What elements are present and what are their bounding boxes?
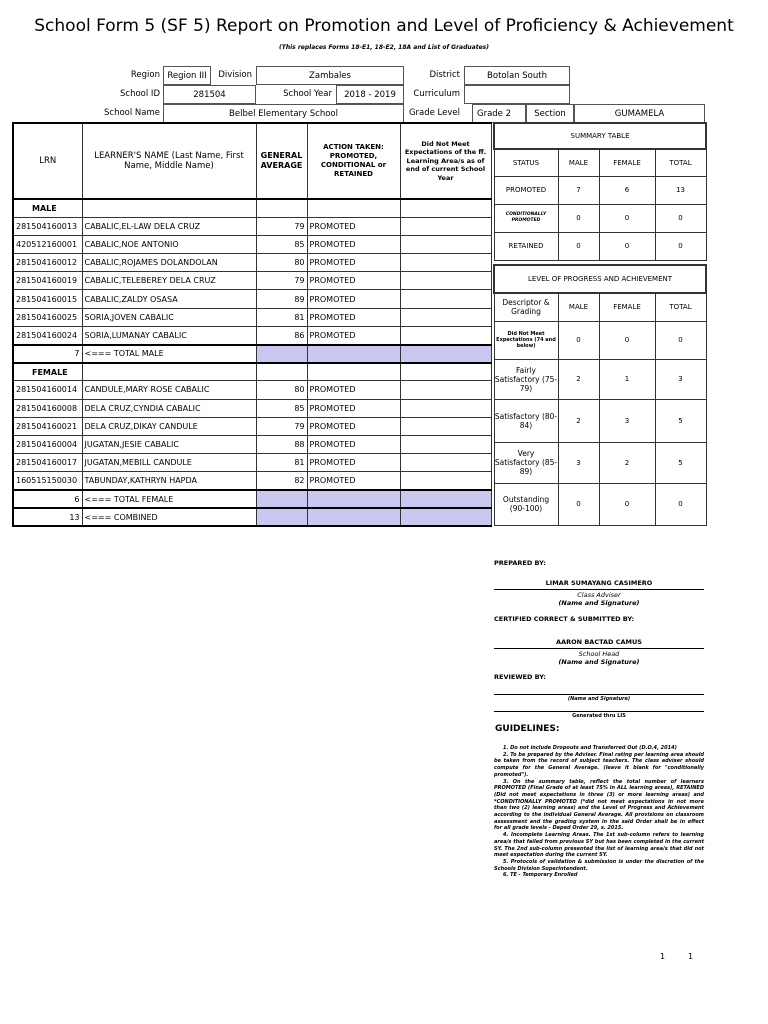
adviser-signature-line	[494, 589, 704, 590]
learner-action-taken: PROMOTED	[307, 217, 400, 235]
total-female-row-label: <=== TOTAL FEMALE	[82, 490, 256, 508]
prepared-by-label: PREPARED BY:	[494, 559, 546, 567]
level-total: 5	[655, 442, 706, 483]
col-did-not-meet-header: Did Not Meet Expectations of the ff. Learning Area/s as of end of current School Year	[400, 123, 491, 199]
learner-general-average: 89	[256, 290, 307, 308]
adviser-caption: (Name and Signature)	[558, 599, 640, 607]
learner-lrn: 281504160012	[13, 254, 82, 272]
level-female: 1	[599, 359, 655, 399]
learner-name: TABUNDAY,KATHRYN HAPDA	[82, 472, 256, 490]
summary-table	[493, 122, 707, 261]
learner-did-not-meet	[400, 308, 491, 326]
col-action-header: ACTION TAKEN: PROMOTED, CONDITIONAL or RETAINED	[307, 123, 400, 199]
district-label: District	[429, 70, 460, 80]
shaded-cell	[307, 508, 400, 526]
learner-name: CABALIC,ROJAMES DOLANDOLAN	[82, 254, 256, 272]
learner-name: SORIA,LUMANAY CABALIC	[82, 326, 256, 344]
shaded-cell	[256, 508, 307, 526]
shaded-cell	[400, 490, 491, 508]
learner-did-not-meet	[400, 399, 491, 417]
learner-row	[13, 326, 491, 344]
level-descriptor: Outstanding (90-100)	[494, 483, 558, 525]
region-label: Region	[130, 70, 160, 80]
guideline-item: 3. On the summary table, reflect the total number of learners PROMOTED (Final Grade of at least 75% in ALL learning areas), RETAINED (Did not meet expectations in three (3) or more learning areas) and *CONDITIONALLY PROMOTED (*did not meet expectations in not more than two (2) learning areas) and the Level of Progress and Achievement according to the individual General Average. All provisions on classroom assessment and the grading system in the said Order shall be in effect for all grade levels - Deped Order 29, s. 2015.	[494, 778, 704, 832]
learner-general-average: 86	[256, 326, 307, 344]
head-name: AARON BACTAD CAMUS	[556, 638, 642, 646]
learners-body	[13, 199, 491, 526]
guideline-item: 1. Do not include Dropouts and Transferred Out (D.O.4, 2014)	[503, 745, 677, 751]
learner-lrn: 281504160025	[13, 308, 82, 326]
summary-title: SUMMARY TABLE	[494, 123, 706, 149]
total-female-row	[13, 490, 491, 508]
level-female: 2	[599, 442, 655, 483]
learner-row	[13, 272, 491, 290]
guidelines-title: GUIDELINES:	[495, 724, 560, 734]
generated-line	[494, 711, 704, 712]
school-year-label: School Year	[283, 89, 332, 99]
form-subtitle: (This replaces Forms 18-E1, 18-E2, 18A and List of Graduates)	[279, 44, 489, 51]
learner-did-not-meet	[400, 326, 491, 344]
learner-name: CABALIC,NOE ANTONIO	[82, 235, 256, 253]
summary-male: 7	[558, 176, 599, 204]
total-female-row-count: 6	[13, 490, 82, 508]
learner-general-average: 85	[256, 235, 307, 253]
learner-row	[13, 454, 491, 472]
learner-lrn: 160515150030	[13, 472, 82, 490]
learner-row	[13, 290, 491, 308]
learner-did-not-meet	[400, 254, 491, 272]
level-male: 0	[558, 321, 599, 359]
level-descriptor: Did Not Meet Expectations (74 and below)	[494, 321, 558, 359]
learner-action-taken: PROMOTED	[307, 399, 400, 417]
summary-col-total: TOTAL	[655, 149, 706, 176]
summary-status: RETAINED	[494, 232, 558, 260]
summary-female: 0	[599, 204, 655, 232]
learner-lrn: 281504160008	[13, 399, 82, 417]
learner-row	[13, 254, 491, 272]
learner-action-taken: PROMOTED	[307, 454, 400, 472]
section-field: GUMAMELA	[574, 104, 705, 123]
level-row	[494, 321, 706, 359]
level-male: 2	[558, 399, 599, 442]
learner-general-average: 79	[256, 417, 307, 435]
learner-action-taken: PROMOTED	[307, 381, 400, 399]
female-section-label-row	[13, 363, 491, 381]
combined-total-row	[13, 508, 491, 526]
learner-general-average: 79	[256, 217, 307, 235]
learner-lrn: 281504160019	[13, 272, 82, 290]
learner-did-not-meet	[400, 454, 491, 472]
summary-male: 0	[558, 204, 599, 232]
shaded-cell	[307, 490, 400, 508]
grade-level-field: Grade 2	[472, 104, 526, 123]
learner-general-average: 81	[256, 308, 307, 326]
learner-did-not-meet	[400, 417, 491, 435]
learner-lrn: 281504160013	[13, 217, 82, 235]
total-male-row-count: 7	[13, 345, 82, 363]
learner-row	[13, 308, 491, 326]
level-col-total: TOTAL	[655, 293, 706, 321]
learner-row	[13, 217, 491, 235]
region-field: Region III	[163, 66, 211, 85]
empty-cell	[400, 363, 491, 381]
learner-name: JUGATAN,JESIE CABALIC	[82, 435, 256, 453]
learner-action-taken: PROMOTED	[307, 290, 400, 308]
learner-lrn: 281504160004	[13, 435, 82, 453]
level-female: 0	[599, 483, 655, 525]
level-male: 3	[558, 442, 599, 483]
learner-general-average: 80	[256, 381, 307, 399]
learner-lrn: 420512160001	[13, 235, 82, 253]
learner-did-not-meet	[400, 435, 491, 453]
guideline-item: 6. TE - Temporary Enrolled	[503, 872, 578, 879]
summary-row	[494, 204, 706, 232]
level-col-descriptor: Descriptor & Grading	[494, 293, 558, 321]
section-label: Section	[526, 104, 574, 123]
school-name-label: School Name	[104, 108, 160, 118]
level-descriptor: Satisfactory (80-84)	[494, 399, 558, 442]
guideline-item: 4. Incomplete Learning Areas. The 1st sub-column refers to learning area/s that failed from previous SY but has been completed in the current SY. The 2nd sub-column presented the list of learning area/s that did not meet expectation during the current SY.	[494, 832, 704, 859]
level-female: 3	[599, 399, 655, 442]
shaded-cell	[400, 345, 491, 363]
combined-total-row-label: <=== COMBINED	[82, 508, 256, 526]
summary-female: 0	[599, 232, 655, 260]
col-average-header: GENERAL AVERAGE	[256, 123, 307, 199]
level-col-female: FEMALE	[599, 293, 655, 321]
learner-lrn: 281504160024	[13, 326, 82, 344]
level-male: 2	[558, 359, 599, 399]
guidelines-list	[494, 745, 704, 879]
learner-name: CABALIC,ZALDY OSASA	[82, 290, 256, 308]
learner-action-taken: PROMOTED	[307, 272, 400, 290]
learner-name: CABALIC,TELEBEREY DELA CRUZ	[82, 272, 256, 290]
summary-col-status: STATUS	[494, 149, 558, 176]
guideline-item: 5. Protocols of validation & submission is under the discretion of the Schools Division Superintendent.	[494, 858, 704, 872]
learner-general-average: 80	[256, 254, 307, 272]
level-descriptor: Very Satisfactory (85-89)	[494, 442, 558, 483]
level-title: LEVEL OF PROGRESS AND ACHIEVEMENT	[494, 265, 706, 293]
learner-action-taken: PROMOTED	[307, 326, 400, 344]
division-field: Zambales	[256, 66, 404, 85]
school-id-label: School ID	[120, 89, 160, 99]
summary-female: 6	[599, 176, 655, 204]
summary-status: CONDITIONALLY PROMOTED	[494, 204, 558, 232]
summary-total: 13	[655, 176, 706, 204]
district-field: Botolan South	[464, 66, 570, 85]
empty-cell	[256, 363, 307, 381]
school-year-field: 2018 - 2019	[336, 85, 404, 104]
reviewed-by-label: REVIEWED BY:	[494, 673, 546, 681]
shaded-cell	[256, 490, 307, 508]
grade-level-label: Grade Level	[408, 108, 460, 118]
learner-name: DELA CRUZ,CYNDIA CABALIC	[82, 399, 256, 417]
learner-general-average: 82	[256, 472, 307, 490]
learner-row	[13, 381, 491, 399]
combined-total-row-count: 13	[13, 508, 82, 526]
summary-male: 0	[558, 232, 599, 260]
page-current: 1	[660, 952, 666, 961]
curriculum-field	[464, 85, 570, 104]
level-female: 0	[599, 321, 655, 359]
learner-name: CABALIC,EL-LAW DELA CRUZ	[82, 217, 256, 235]
head-role: School Head	[578, 650, 620, 658]
adviser-role: Class Adviser	[577, 591, 621, 599]
empty-cell	[256, 199, 307, 217]
adviser-name: LIMAR SUMAYANG CASIMERO	[545, 579, 653, 587]
level-descriptor: Fairly Satisfactory (75-79)	[494, 359, 558, 399]
level-total: 0	[655, 483, 706, 525]
total-male-row	[13, 345, 491, 363]
shaded-cell	[256, 345, 307, 363]
empty-cell	[82, 363, 256, 381]
female-section-label: FEMALE	[13, 363, 82, 381]
learner-name: CANDULE,MARY ROSE CABALIC	[82, 381, 256, 399]
shaded-cell	[307, 345, 400, 363]
level-total: 3	[655, 359, 706, 399]
level-row	[494, 399, 706, 442]
learner-row	[13, 235, 491, 253]
page-total: 1	[688, 952, 694, 961]
level-total: 0	[655, 321, 706, 359]
learner-name: SORIA,JOVEN CABALIC	[82, 308, 256, 326]
reviewer-caption: (Name and Signature)	[567, 696, 631, 702]
learner-did-not-meet	[400, 290, 491, 308]
learner-general-average: 88	[256, 435, 307, 453]
level-row	[494, 359, 706, 399]
level-male: 0	[558, 483, 599, 525]
learner-action-taken: PROMOTED	[307, 254, 400, 272]
empty-cell	[400, 199, 491, 217]
learner-action-taken: PROMOTED	[307, 417, 400, 435]
learner-did-not-meet	[400, 235, 491, 253]
summary-col-female: FEMALE	[599, 149, 655, 176]
learner-general-average: 79	[256, 272, 307, 290]
summary-total: 0	[655, 204, 706, 232]
learner-name: JUGATAN,MEBILL CANDULE	[82, 454, 256, 472]
col-name-header: LEARNER'S NAME (Last Name, First Name, Middle Name)	[82, 123, 256, 199]
learner-action-taken: PROMOTED	[307, 308, 400, 326]
curriculum-label: Curriculum	[413, 89, 460, 99]
head-caption: (Name and Signature)	[558, 658, 640, 666]
empty-cell	[82, 199, 256, 217]
learners-table	[12, 122, 492, 527]
learner-action-taken: PROMOTED	[307, 235, 400, 253]
generated-note: Generated thru LIS	[572, 713, 626, 719]
learner-lrn: 281504160015	[13, 290, 82, 308]
summary-col-male: MALE	[558, 149, 599, 176]
learner-row	[13, 472, 491, 490]
learner-did-not-meet	[400, 272, 491, 290]
learner-did-not-meet	[400, 472, 491, 490]
male-section-label: MALE	[13, 199, 82, 217]
reviewer-signature-line	[494, 694, 704, 695]
learner-action-taken: PROMOTED	[307, 435, 400, 453]
learner-lrn: 281504160014	[13, 381, 82, 399]
summary-row	[494, 232, 706, 260]
learner-row	[13, 417, 491, 435]
summary-row	[494, 176, 706, 204]
learner-lrn: 281504160017	[13, 454, 82, 472]
guideline-item: 2. To be prepared by the Adviser. Final rating per learning area should be taken from the record of subject teachers. The class adviser should compute for the General Average. (leave it blank for "conditionally promoted").	[494, 751, 704, 778]
level-table	[493, 264, 707, 526]
level-total: 5	[655, 399, 706, 442]
form-title: School Form 5 (SF 5) Report on Promotion and Level of Proficiency & Achievement	[34, 16, 734, 36]
head-signature-line	[494, 648, 704, 649]
male-section-label-row	[13, 199, 491, 217]
learner-did-not-meet	[400, 217, 491, 235]
learner-name: DELA CRUZ,DIKAY CANDULE	[82, 417, 256, 435]
empty-cell	[307, 363, 400, 381]
learner-action-taken: PROMOTED	[307, 472, 400, 490]
total-male-row-label: <=== TOTAL MALE	[82, 345, 256, 363]
summary-total: 0	[655, 232, 706, 260]
learner-row	[13, 435, 491, 453]
certified-by-label: CERTIFIED CORRECT & SUBMITTED BY:	[494, 615, 635, 623]
level-row	[494, 442, 706, 483]
shaded-cell	[400, 508, 491, 526]
level-col-male: MALE	[558, 293, 599, 321]
learner-lrn: 281504160021	[13, 417, 82, 435]
learner-general-average: 81	[256, 454, 307, 472]
level-row	[494, 483, 706, 525]
learner-did-not-meet	[400, 381, 491, 399]
school-id-field: 281504	[163, 85, 256, 104]
school-name-field: Belbel Elementary School	[163, 104, 404, 123]
learner-general-average: 85	[256, 399, 307, 417]
col-lrn-header: LRN	[13, 123, 82, 199]
empty-cell	[307, 199, 400, 217]
summary-status: PROMOTED	[494, 176, 558, 204]
learner-row	[13, 399, 491, 417]
division-label: Division	[218, 70, 252, 80]
